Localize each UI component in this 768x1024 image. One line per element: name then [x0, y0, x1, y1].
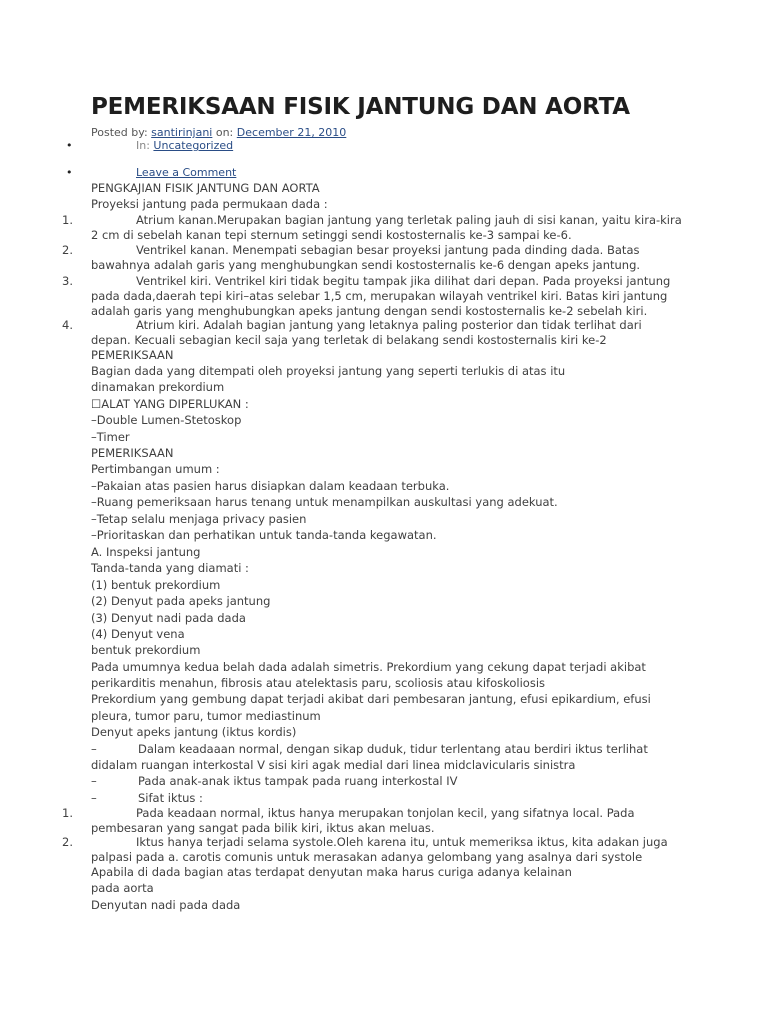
body-line: Denyutan nadi pada dada: [91, 898, 241, 912]
body-line: (1) bentuk prekordium: [91, 578, 221, 592]
body-line: A. Inspeksi jantung: [91, 545, 201, 559]
list-item-line: pembesaran yang sangat pada bilik kiri, iktus akan meluas.: [91, 821, 435, 835]
list-item-line: Ventrikel kiri. Ventrikel kiri tidak begitu tampak jika dilihat dari depan. Pada proyeksi jantung: [136, 274, 671, 288]
body-line: perikarditis menahun, fibrosis atau atelektasis paru, scoliosis atau kifoskoliosis: [91, 676, 546, 690]
post-title: PEMERIKSAAN FISIK JANTUNG DAN AORTA: [91, 94, 630, 120]
list-number: 2.: [62, 243, 73, 257]
body-line: Pertimbangan umum :: [91, 462, 220, 476]
body-line: dinamakan prekordium: [91, 380, 225, 394]
body-line: (4) Denyut vena: [91, 627, 185, 641]
body-text: Proyeksi jantung pada permukaan dada :: [91, 197, 328, 211]
leave-comment-link[interactable]: Leave a Comment: [136, 166, 237, 179]
body-line: Apabila di dada bagian atas terdapat denyutan maka harus curiga adanya kelainan: [91, 865, 572, 879]
body-line: –Ruang pemeriksaan harus tenang untuk menampilkan auskultasi yang adekuat.: [91, 495, 558, 509]
body-line: pada aorta: [91, 881, 154, 895]
list-number: 1.: [62, 213, 73, 227]
list-item-line: bawahnya adalah garis yang menghubungkan sendi kostosternalis ke-6 dengan apeks jantung.: [91, 258, 641, 272]
body-line: Pada umumnya kedua belah dada adalah simetris. Prekordium yang cekung dapat terjadi akibat: [91, 660, 646, 674]
list-number: 3.: [62, 274, 73, 288]
dash-item-text: Dalam keadaaan normal, dengan sikap duduk, tidur terlentang atau berdiri iktus terlihat: [138, 742, 648, 756]
author-link[interactable]: santirinjani: [151, 126, 213, 139]
body-line: PEMERIKSAAN: [91, 348, 174, 362]
body-line: –Timer: [91, 430, 130, 444]
list-number: 2.: [62, 835, 73, 849]
body-line: –Tetap selalu menjaga privacy pasien: [91, 512, 307, 526]
category-line: [136, 139, 233, 152]
posted-by-label: Posted by:: [91, 126, 148, 139]
list-item-line: Iktus hanya terjadi selama systole.Oleh karena itu, untuk memeriksa iktus, kita adakan juga: [136, 835, 668, 849]
on-label: on:: [215, 126, 234, 139]
bullet: •: [66, 166, 73, 179]
list-item-line: 2 cm di sebelah kanan tepi sternum setinggi sendi kostosternalis ke-3 sampai ke-6.: [91, 228, 572, 242]
in-label: In:: [136, 139, 150, 152]
bullet: •: [66, 139, 73, 152]
list-item-line: Atrium kiri. Adalah bagian jantung yang letaknya paling posterior dan tidak terlihat dari: [136, 318, 642, 332]
body-line: –Double Lumen-Stetoskop: [91, 413, 242, 427]
body-line: ☐ALAT YANG DIPERLUKAN :: [91, 397, 249, 411]
list-item-line: Ventrikel kanan. Menempati sebagian besar proyeksi jantung pada dinding dada. Batas: [136, 243, 640, 257]
list-item-line: palpasi pada a. carotis comunis untuk merasakan adanya gelombang yang asalnya dari systole: [91, 850, 643, 864]
body-line: pleura, tumor paru, tumor mediastinum: [91, 709, 321, 723]
section-heading: PENGKAJIAN FISIK JANTUNG DAN AORTA: [91, 181, 320, 195]
list-number: 1.: [62, 806, 73, 820]
body-line: Tanda-tanda yang diamati :: [91, 561, 249, 575]
body-line: Denyut apeks jantung (iktus kordis): [91, 725, 297, 739]
list-number: 4.: [62, 318, 73, 332]
dash-marker: –: [91, 774, 97, 788]
body-line: Prekordium yang gembung dapat terjadi akibat dari pembesaran jantung, efusi epikardium, efusi: [91, 692, 651, 706]
dash-item-text: Sifat iktus :: [138, 791, 203, 805]
dash-item-text: didalam ruangan interkostal V sisi kiri agak medial dari linea midclavicularis sinistra: [91, 758, 576, 772]
dash-marker: –: [91, 742, 97, 756]
list-item-line: depan. Kecuali sebagian kecil saja yang terletak di belakang sendi kostosternalis kiri ke-2: [91, 333, 607, 347]
list-item-line: Pada keadaan normal, iktus hanya merupakan tonjolan kecil, yang sifatnya local. Pada: [136, 806, 635, 820]
list-item-line: pada dada,daerah tepi kiri–atas selebar 1,5 cm, merupakan wilayah ventrikel kiri. Batas kiri jantung: [91, 289, 668, 303]
body-line: –Prioritaskan dan perhatikan untuk tanda-tanda kegawatan.: [91, 528, 437, 542]
body-line: bentuk prekordium: [91, 643, 201, 657]
body-line: –Pakaian atas pasien harus disiapkan dalam keadaan terbuka.: [91, 479, 450, 493]
category-link[interactable]: Uncategorized: [153, 139, 234, 152]
date-link[interactable]: December 21, 2010: [236, 126, 347, 139]
body-line: (2) Denyut pada apeks jantung: [91, 594, 271, 608]
dash-item-text: Pada anak-anak iktus tampak pada ruang interkostal IV: [138, 774, 458, 788]
list-item-line: Atrium kanan.Merupakan bagian jantung yang terletak paling jauh di sisi kanan, yaitu kira-kira: [136, 213, 682, 227]
dash-marker: –: [91, 791, 97, 805]
body-line: Bagian dada yang ditempati oleh proyeksi jantung yang seperti terlukis di atas itu: [91, 364, 566, 378]
body-line: (3) Denyut nadi pada dada: [91, 611, 246, 625]
list-item-line: adalah garis yang menghubungkan apeks jantung dengan sendi kostosternalis ke-2 sebelah kiri.: [91, 304, 648, 318]
post-meta: [91, 126, 346, 139]
body-line: PEMERIKSAAN: [91, 446, 174, 460]
